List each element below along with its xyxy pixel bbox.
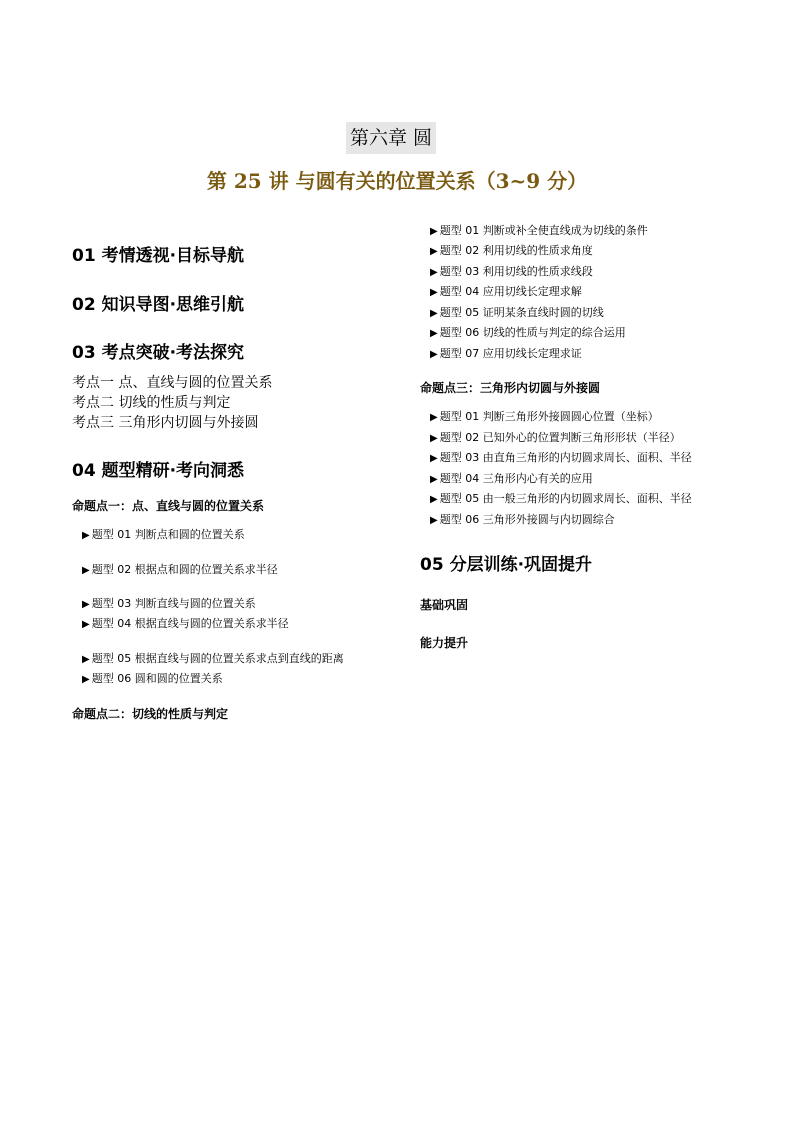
basic-heading: 基础巩固 (420, 598, 469, 612)
triangle-right-icon: ▶ (82, 619, 90, 630)
triangle-right-icon: ▶ (430, 433, 438, 444)
type-item: ▶ 题型 04 三角形内心有关的应用 (430, 472, 593, 485)
mingti-3-heading: 命题点三：三角形内切圆与外接圆 (420, 381, 601, 395)
kaodian-2: 考点二 切线的性质与判定 (72, 395, 231, 411)
chapter-title: 第六章 圆 (346, 122, 436, 154)
triangle-right-icon: ▶ (430, 267, 438, 278)
triangle-right-icon: ▶ (82, 530, 90, 541)
triangle-right-icon: ▶ (82, 599, 90, 610)
kaodian-3: 考点三 三角形内切圆与外接圆 (72, 415, 259, 431)
triangle-right-icon: ▶ (430, 308, 438, 319)
type-item: ▶ 题型 06 三角形外接圆与内切圆综合 (430, 513, 615, 526)
type-item: ▶ 题型 04 根据直线与圆的位置关系求半径 (82, 617, 289, 630)
kaodian-1: 考点一 点、直线与圆的位置关系 (72, 375, 273, 391)
triangle-right-icon: ▶ (430, 328, 438, 339)
type-item: ▶ 题型 03 判断直线与圆的位置关系 (82, 597, 256, 610)
section-01-heading: 01 考情透视·目标导航 (72, 246, 245, 266)
lecture-title: 第 25 讲 与圆有关的位置关系（3~9 分） (206, 169, 588, 193)
type-item: ▶ 题型 01 判断点和圆的位置关系 (82, 528, 245, 541)
triangle-right-icon: ▶ (430, 246, 438, 257)
triangle-right-icon: ▶ (430, 226, 438, 237)
type-item: ▶ 题型 03 利用切线的性质求线段 (430, 265, 593, 278)
type-item: ▶ 题型 02 根据点和圆的位置关系求半径 (82, 563, 278, 576)
triangle-right-icon: ▶ (430, 287, 438, 298)
mingti-1-heading: 命题点一：点、直线与圆的位置关系 (72, 499, 265, 513)
type-item: ▶ 题型 07 应用切线长定理求证 (430, 347, 582, 360)
type-item: ▶ 题型 06 切线的性质与判定的综合运用 (430, 326, 626, 339)
section-03-heading: 03 考点突破·考法探究 (72, 343, 245, 363)
triangle-right-icon: ▶ (430, 515, 438, 526)
type-item: ▶ 题型 06 圆和圆的位置关系 (82, 672, 223, 685)
section-04-heading: 04 题型精研·考向洞悉 (72, 461, 245, 481)
type-item: ▶ 题型 03 由直角三角形的内切圆求周长、面积、半径 (430, 451, 692, 464)
triangle-right-icon: ▶ (430, 412, 438, 423)
type-item: ▶ 题型 05 根据直线与圆的位置关系求点到直线的距离 (82, 652, 344, 665)
triangle-right-icon: ▶ (430, 494, 438, 505)
triangle-right-icon: ▶ (82, 565, 90, 576)
type-item: ▶ 题型 04 应用切线长定理求解 (430, 285, 582, 298)
type-item: ▶ 题型 05 由一般三角形的内切圆求周长、面积、半径 (430, 492, 692, 505)
mingti-2-heading: 命题点二：切线的性质与判定 (72, 707, 229, 721)
triangle-right-icon: ▶ (430, 349, 438, 360)
type-item: ▶ 题型 02 已知外心的位置判断三角形形状（半径） (430, 431, 681, 444)
type-item: ▶ 题型 01 判断或补全使直线成为切线的条件 (430, 224, 648, 237)
section-05-heading: 05 分层训练·巩固提升 (420, 555, 593, 575)
type-item: ▶ 题型 02 利用切线的性质求角度 (430, 244, 593, 257)
triangle-right-icon: ▶ (82, 674, 90, 685)
advance-heading: 能力提升 (420, 636, 469, 650)
triangle-right-icon: ▶ (82, 654, 90, 665)
triangle-right-icon: ▶ (430, 474, 438, 485)
triangle-right-icon: ▶ (430, 453, 438, 464)
type-item: ▶ 题型 05 证明某条直线时圆的切线 (430, 306, 604, 319)
type-item: ▶ 题型 01 判断三角形外接圆圆心位置（坐标） (430, 410, 659, 423)
section-02-heading: 02 知识导图·思维引航 (72, 295, 245, 315)
